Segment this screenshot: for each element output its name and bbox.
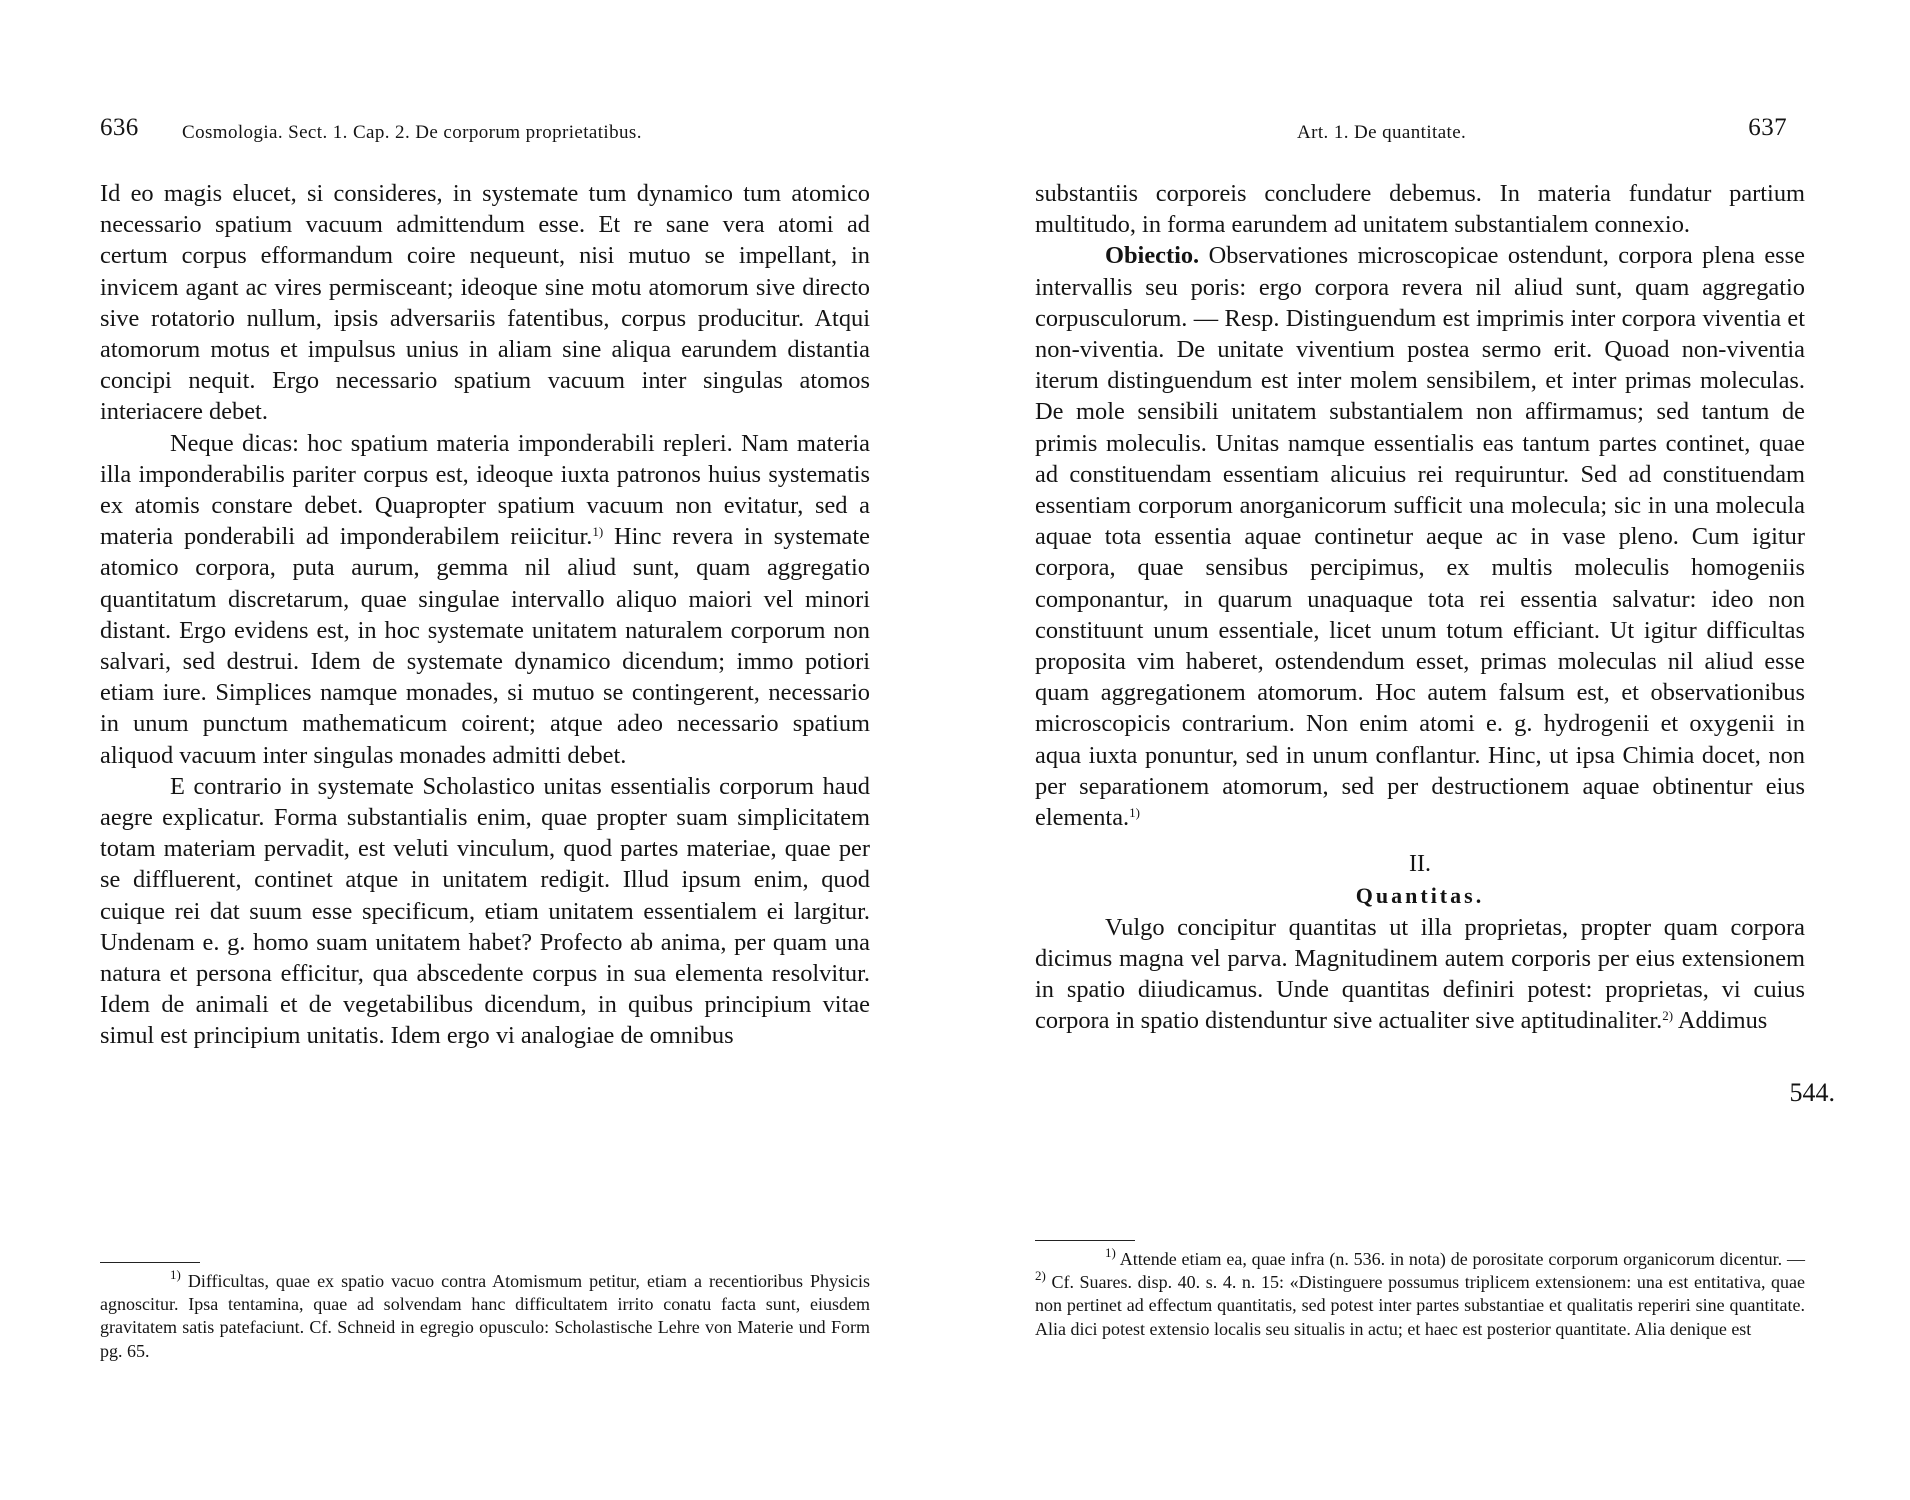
paragraph: Id eo magis elucet, si consideres, in systemate tum dynamico tum atomico necessario spatium vacuum admittendum esse. Et re sane vera atomi ad certum corpus efformandum coire nequeunt, nisi mutuo se impellant, in invicem agant ac vires permisceant; ideoque sine motu atomorum sive directo sive rotatorio nullum, ipsis adversariis fatentibus, corpus producitur. Atqui atomorum motus et impulsus unius in aliam sine aliqua earundem distantia concipi nequit. Ergo necessario spatium vacuum inter singulas atomos interiacere debet. [100, 180, 870, 426]
left-footnote [100, 1267, 870, 1363]
margin-number: 544. [1789, 1078, 1835, 1107]
footnote-mark: 2) [1035, 1268, 1046, 1284]
footnote-rule [1035, 1240, 1135, 1241]
right-footnotes [1035, 1245, 1806, 1341]
right-page-number: 637 [1748, 114, 1787, 141]
left-running-title: Cosmologia. Sect. 1. Cap. 2. De corporum proprietatibus. [182, 122, 642, 143]
quantitas-end: Addimus [1677, 1007, 1768, 1035]
left-page [100, 0, 870, 1500]
footnote-ref: 1) [1129, 805, 1140, 821]
right-body [1035, 178, 1805, 1036]
quantitas-paragraph [1035, 912, 1805, 1037]
paragraph: E contrario in systemate Scholastico unitas essentialis corporum haud aegre explicatur. Forma substantialis enim, quae propter suam simplicitatem totam materiam pervadit, est veluti vinculum, quod partes materiae, quae per se diffluerent, continet atque in unitatem redigit. Illud ipsum enim, quod cuique rei dat suum esse specificum, etiam unitatem essentialem ei largitur. Undenam e. g. homo suam unitatem habet? Profecto ab anima, per quam una natura et persona efficitur, qua abscedente corpus in sua elementa resolvitur. Idem de animali et de vegetabilibus dicendum, in quibus principium vitae simul est principium unitatis. Idem ergo vi analogiae de omnibus [100, 772, 870, 1050]
quantitas-text: Vulgo concipitur quantitas ut illa proprietas, propter quam corpora dicimus magna vel parva. Magnitudinem autem corporis per eius extensionem in spatio diiudicamus. Unde quantitas definiri potest: proprietas, vi cuius corpora in spatio distenduntur sive actualiter sive aptitudinaliter. [1035, 913, 1805, 1035]
footnote-ref: 2) [1662, 1008, 1674, 1024]
objection-text: Observationes microscopicae ostendunt, corpora plena esse intervallis seu poris: ergo corpora revera nil aliud sunt, quam aggregatio corpusculorum. — Resp. Distinguendum est imprimis inter corpora viventia et non-viventia. De unitate viventium postea sermo erit. Quoad non-viventia iterum distinguendum est inter molem sensibilem, et inter primas moleculas. De mole sensibili unitatem substantialem non affirmamus; sed tantum de primis moleculis. Unitas namque essentialis eas tantum partes continet, quae ad constituendam essentiam alicuius rei requiruntur. Sed ad constituendam essentiam corporum anorganicorum sufficit una molecula; sic in una molecula aquae tota essentia aquae continetur aeque ac in vase pleno. Cum igitur corpora, quae sensibus percipimus, ex multis moleculis homogeniis componantur, in quarum unaquaque tota rei essentia salvatur: ideo non constituunt unum essentiale, licet unum totum efficiant. Ut igitur difficultas proposita vim haberet, ostendendum esset, primas moleculas nil aliud esse quam aggregationem atomorum. Hoc autem falsum est, et observationibus microscopicis contrarium. Non enim atomi e. g. hydrogenii et oxygenii in aqua iuxta ponuntur, sed in unum conflantur. Hinc, ut ipsa Chimia docet, non per separationem atomorum, sed per destructionem aquae obtinentur eius elementa. [1035, 242, 1805, 832]
footnote-mark: 1) [1105, 1245, 1116, 1260]
section-number: II. [1409, 851, 1431, 878]
paragraph [100, 428, 870, 771]
objection-paragraph [1035, 240, 1805, 833]
paragraph-text: Hinc revera in systemate atomico corpora, puta aurum, gemma nil aliud sunt, quam aggregatio quantitatum discretarum, quae singulae intervallo aliquo maiori vel minori distant. Ergo evidens est, in hoc systemate unitatem naturalem corporum non salvari, sed destrui. Idem de systemate dynamico dicendum; immo potiori etiam iure. Simplices namque monades, si mutuo se contingerent, necessario in unum punctum mathematicum coirent; atque adeo necessario spatium aliquod vacuum inter singulas monades admitti debet. [100, 523, 870, 769]
left-running-head [100, 114, 870, 154]
left-page-number: 636 [100, 114, 139, 141]
left-body [100, 178, 870, 1052]
footnote-rule [100, 1262, 200, 1263]
footnote-paragraph [1035, 1245, 1806, 1341]
footnote-paragraph [100, 1267, 870, 1363]
paragraph-text: Neque dicas: hoc spatium materia imponderabili repleri. Nam materia illa imponderabilis pariter corpus est, ideoque iuxta patronos huius systematis ex atomis constare debet. Quapropter spatium vacuum non evitatur, sed a materia ponderabili ad imponderabilem reiicitur. [100, 429, 870, 551]
right-running-head [1035, 114, 1805, 154]
footnote-text: Attende etiam ea, quae infra (n. 536. in nota) de porositate corporum organicorum dicentur. — [1119, 1249, 1805, 1269]
right-running-title: Art. 1. De quantitate. [1297, 122, 1467, 143]
footnote-ref: 1) [592, 524, 604, 540]
right-page [1035, 0, 1835, 1500]
footnote-mark: 1) [170, 1267, 181, 1282]
paragraph: substantiis corporeis concludere debemus. In materia fundatur partium multitudo, in forma earundem ad unitatem substantialem connexio. [1035, 180, 1805, 239]
footnote-text: Difficultas, quae ex spatio vacuo contra Atomismum petitur, etiam a recentioribus Physicis agnoscitur. Ipsa tentamina, quae ad solvendam hanc difficultatem irrito conatu facta sunt, eiusdem gravitatem satis patefaciunt. Cf. Schneid in egregio opusculo: Scholastische Lehre von Materie und Form pg. 65. [100, 1271, 870, 1361]
section-title: Quantitas. [1355, 883, 1485, 909]
objection-label: Obiectio. [1105, 242, 1200, 270]
footnote-text: Cf. Suares. disp. 40. s. 4. n. 15: «Distinguere possumus triplicem extensionem: una est entitativa, quae non pertinet ad effectum quantitatis, sed potest inter partes substantiae et qualitatis reperiri sine quantitate. Alia dici potest extensio localis seu situalis in actu; et haec est posterior quantitate. Alia denique est [1035, 1272, 1806, 1339]
